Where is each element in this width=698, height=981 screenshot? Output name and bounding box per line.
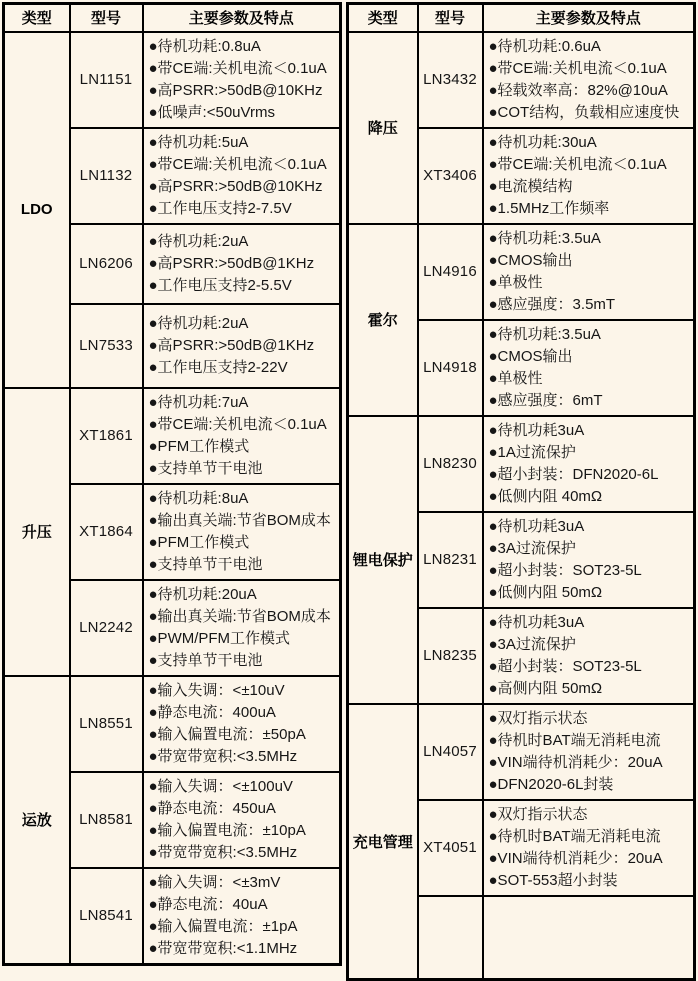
type-cell-opamp: 运放 bbox=[4, 676, 70, 965]
feature-item: ●VIN端待机消耗少：20uA bbox=[488, 753, 663, 771]
features-cell-empty bbox=[483, 896, 695, 980]
feature-item: ●输入失调：<±100uV bbox=[148, 777, 293, 795]
feature-item: ●高PSRR:>50dB@10KHz bbox=[148, 177, 323, 195]
model-cell: LN8581 bbox=[70, 772, 143, 868]
model-cell: LN1132 bbox=[70, 128, 143, 224]
feature-item: ●待机功耗:30uA bbox=[488, 133, 597, 151]
feature-item: ●感应强度：3.5mT bbox=[488, 295, 616, 313]
spec-tables-container bbox=[2, 2, 696, 981]
feature-item: ●双灯指示状态 bbox=[488, 805, 588, 823]
feature-item: ●感应强度：6mT bbox=[488, 391, 603, 409]
features-cell bbox=[483, 128, 695, 224]
model-cell: XT4051 bbox=[418, 800, 483, 896]
feature-item: ●带CE端:关机电流＜0.1uA bbox=[148, 59, 327, 77]
feature-item: ●PFM工作模式 bbox=[148, 437, 250, 455]
features-cell bbox=[143, 128, 341, 224]
feature-item: ●支持单节干电池 bbox=[148, 555, 263, 573]
model-cell: LN8231 bbox=[418, 512, 483, 608]
model-cell: LN4916 bbox=[418, 224, 483, 320]
feature-item: ●待机功耗:20uA bbox=[148, 585, 257, 603]
feature-item: ●超小封装：SOT23-5L bbox=[488, 657, 642, 675]
feature-item: ●带宽带宽积:<3.5MHz bbox=[148, 747, 298, 765]
feature-item: ●输出真关端:节省BOM成本 bbox=[148, 511, 331, 529]
feature-item: ●VIN端待机消耗少：20uA bbox=[488, 849, 663, 867]
feature-item: ●输入偏置电流：±1pA bbox=[148, 917, 298, 935]
features-cell bbox=[143, 676, 341, 772]
table-row bbox=[348, 416, 695, 512]
features-cell bbox=[483, 416, 695, 512]
features-cell bbox=[483, 704, 695, 800]
feature-item: ●输入偏置电流：±50pA bbox=[148, 725, 306, 743]
feature-item: ●高PSRR:>50dB@1KHz bbox=[148, 336, 315, 354]
model-cell: LN7533 bbox=[70, 304, 143, 388]
feature-item: ●带CE端:关机电流＜0.1uA bbox=[148, 415, 327, 433]
model-cell: XT1861 bbox=[70, 388, 143, 484]
header-row bbox=[348, 4, 695, 32]
feature-item: ●单极性 bbox=[488, 369, 543, 387]
feature-item: ●静态电流：450uA bbox=[148, 799, 276, 817]
type-cell-battery-protect: 锂电保护 bbox=[348, 416, 418, 704]
feature-item: ●待机功耗:2uA bbox=[148, 232, 249, 250]
feature-item: ●SOT-553超小封装 bbox=[488, 871, 618, 889]
type-cell-hall: 霍尔 bbox=[348, 224, 418, 416]
feature-item: ●单极性 bbox=[488, 273, 543, 291]
feature-item: ●带宽带宽积:<1.1MHz bbox=[148, 939, 298, 957]
feature-item: ●3A过流保护 bbox=[488, 635, 576, 653]
feature-item: ●低侧内阻 40mΩ bbox=[488, 487, 603, 505]
type-cell-boost: 升压 bbox=[4, 388, 70, 676]
feature-item: ●超小封装：DFN2020-6L bbox=[488, 465, 659, 483]
table-row bbox=[4, 32, 341, 128]
model-cell: LN8235 bbox=[418, 608, 483, 704]
header-cell-model: 型号 bbox=[418, 4, 483, 32]
model-cell: LN8230 bbox=[418, 416, 483, 512]
feature-item: ●待机功耗:3.5uA bbox=[488, 229, 601, 247]
feature-item: ●带CE端:关机电流＜0.1uA bbox=[488, 155, 667, 173]
features-cell bbox=[483, 512, 695, 608]
table-row bbox=[348, 704, 695, 800]
model-cell: LN1151 bbox=[70, 32, 143, 128]
feature-item: ●1.5MHz工作频率 bbox=[488, 199, 610, 217]
features-cell bbox=[143, 484, 341, 580]
feature-item: ●工作电压支持2-5.5V bbox=[148, 276, 292, 294]
feature-item: ●COT结构，负载相应速度快 bbox=[488, 103, 680, 121]
feature-item: ●高PSRR:>50dB@1KHz bbox=[148, 254, 315, 272]
header-cell-model: 型号 bbox=[70, 4, 143, 32]
features-cell bbox=[483, 800, 695, 896]
feature-item: ●带CE端:关机电流＜0.1uA bbox=[148, 155, 327, 173]
features-cell bbox=[483, 608, 695, 704]
feature-item: ●待机功耗3uA bbox=[488, 613, 585, 631]
feature-item: ●待机功耗:2uA bbox=[148, 314, 249, 332]
feature-item: ●待机时BAT端无消耗电流 bbox=[488, 827, 661, 845]
feature-item: ●DFN2020-6L封装 bbox=[488, 775, 614, 793]
feature-item: ●工作电压支持2-22V bbox=[148, 358, 288, 376]
feature-item: ●CMOS输出 bbox=[488, 347, 573, 365]
table-row bbox=[4, 388, 341, 484]
feature-item: ●待机功耗:5uA bbox=[148, 133, 249, 151]
feature-item: ●带CE端:关机电流＜0.1uA bbox=[488, 59, 667, 77]
feature-item: ●输入偏置电流：±10pA bbox=[148, 821, 306, 839]
features-cell bbox=[483, 224, 695, 320]
features-cell bbox=[143, 772, 341, 868]
feature-item: ●待机功耗:0.8uA bbox=[148, 37, 261, 55]
spec-table-right bbox=[346, 2, 696, 981]
feature-item: ●待机功耗3uA bbox=[488, 421, 585, 439]
feature-item: ●轻载效率高：82%@10uA bbox=[488, 81, 668, 99]
features-cell bbox=[143, 304, 341, 388]
feature-item: ●CMOS输出 bbox=[488, 251, 573, 269]
table-row bbox=[348, 224, 695, 320]
features-cell bbox=[143, 580, 341, 676]
header-cell-type: 类型 bbox=[348, 4, 418, 32]
header-cell-features: 主要参数及特点 bbox=[143, 4, 341, 32]
model-cell: LN4918 bbox=[418, 320, 483, 416]
feature-item: ●工作电压支持2-7.5V bbox=[148, 199, 292, 217]
features-cell bbox=[143, 32, 341, 128]
table-row bbox=[348, 32, 695, 128]
feature-item: ●高侧内阻 50mΩ bbox=[488, 679, 603, 697]
feature-item: ●待机时BAT端无消耗电流 bbox=[488, 731, 661, 749]
feature-item: ●静态电流：40uA bbox=[148, 895, 268, 913]
feature-item: ●PWM/PFM工作模式 bbox=[148, 629, 291, 647]
model-cell-empty bbox=[418, 896, 483, 980]
features-cell bbox=[143, 868, 341, 965]
feature-item: ●待机功耗3uA bbox=[488, 517, 585, 535]
feature-item: ●待机功耗:7uA bbox=[148, 393, 249, 411]
feature-item: ●高PSRR:>50dB@10KHz bbox=[148, 81, 323, 99]
model-cell: LN6206 bbox=[70, 224, 143, 304]
feature-item: ●低噪声:<50uVrms bbox=[148, 103, 275, 121]
model-cell: LN3432 bbox=[418, 32, 483, 128]
features-cell bbox=[483, 320, 695, 416]
feature-item: ●双灯指示状态 bbox=[488, 709, 588, 727]
model-cell: LN8551 bbox=[70, 676, 143, 772]
features-cell bbox=[143, 224, 341, 304]
model-cell: LN8541 bbox=[70, 868, 143, 965]
features-cell bbox=[143, 388, 341, 484]
feature-item: ●支持单节干电池 bbox=[148, 459, 263, 477]
feature-item: ●待机功耗:8uA bbox=[148, 489, 249, 507]
features-cell bbox=[483, 32, 695, 128]
type-cell-ldo: LDO bbox=[4, 32, 70, 388]
header-cell-features: 主要参数及特点 bbox=[483, 4, 695, 32]
feature-item: ●待机功耗:0.6uA bbox=[488, 37, 601, 55]
model-cell: LN4057 bbox=[418, 704, 483, 800]
feature-item: ●低侧内阻 50mΩ bbox=[488, 583, 603, 601]
table-row bbox=[4, 676, 341, 772]
feature-item: ●输入失调：<±3mV bbox=[148, 873, 281, 891]
model-cell: XT3406 bbox=[418, 128, 483, 224]
feature-item: ●输出真关端:节省BOM成本 bbox=[148, 607, 331, 625]
feature-item: ●3A过流保护 bbox=[488, 539, 576, 557]
header-cell-type: 类型 bbox=[4, 4, 70, 32]
spec-table-left bbox=[2, 2, 342, 966]
feature-item: ●待机功耗:3.5uA bbox=[488, 325, 601, 343]
feature-item: ●静态电流：400uA bbox=[148, 703, 276, 721]
feature-item: ●带宽带宽积:<3.5MHz bbox=[148, 843, 298, 861]
feature-item: ●PFM工作模式 bbox=[148, 533, 250, 551]
type-cell-charge-mgmt: 充电管理 bbox=[348, 704, 418, 980]
model-cell: XT1864 bbox=[70, 484, 143, 580]
model-cell: LN2242 bbox=[70, 580, 143, 676]
feature-item: ●电流模结构 bbox=[488, 177, 573, 195]
header-row bbox=[4, 4, 341, 32]
type-cell-buck: 降压 bbox=[348, 32, 418, 224]
feature-item: ●支持单节干电池 bbox=[148, 651, 263, 669]
feature-item: ●1A过流保护 bbox=[488, 443, 576, 461]
feature-item: ●超小封装：SOT23-5L bbox=[488, 561, 642, 579]
feature-item: ●输入失调：<±10uV bbox=[148, 681, 285, 699]
